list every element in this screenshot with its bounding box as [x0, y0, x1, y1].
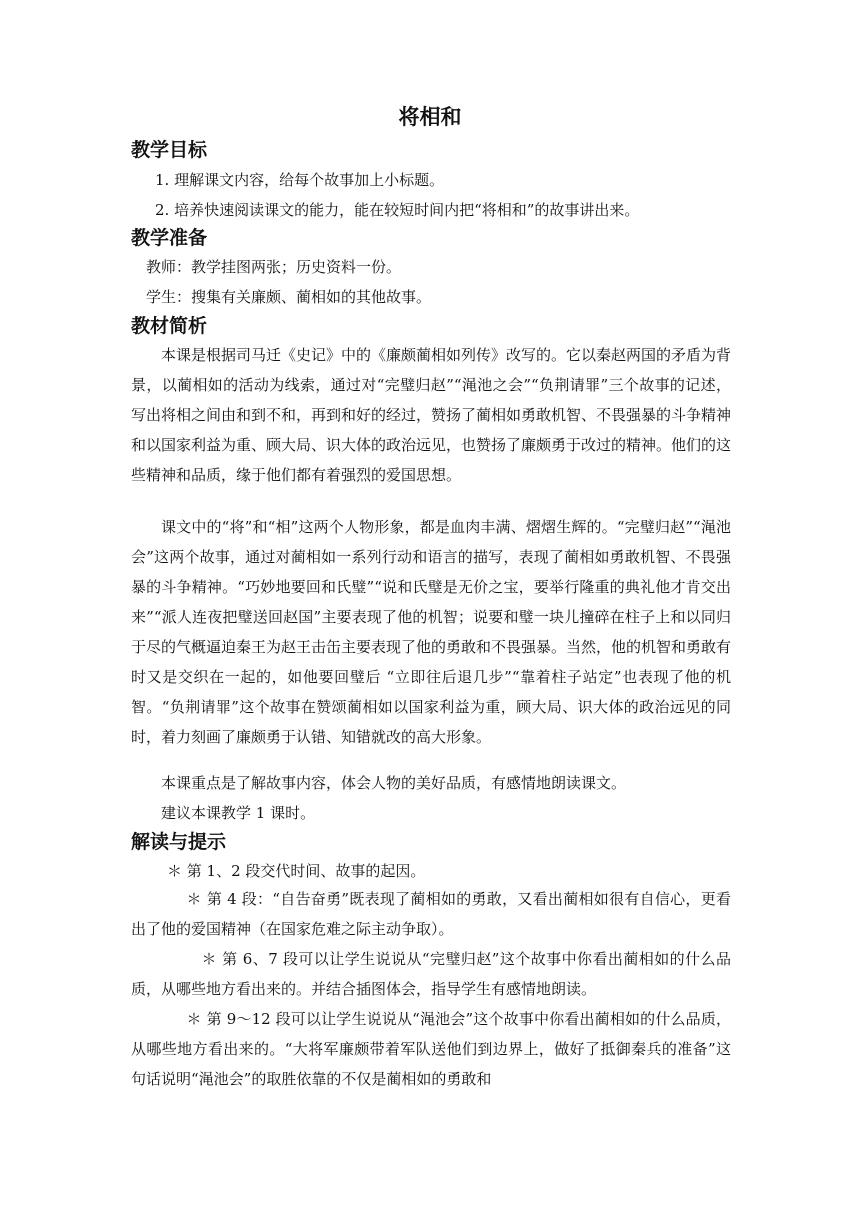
heading-preparation: 教学准备: [131, 227, 208, 249]
guide-item-1: ＊ 第 1、2 段交代时间、故事的起因。: [167, 862, 426, 880]
heading-objectives: 教学目标: [131, 139, 208, 161]
document-title: 将相和: [398, 105, 462, 129]
guide-item-4: ＊ 第 9～12 段可以让学生说说从“渑池会”这个故事中你看出蔺相如的什么品质，从哪些地方看出来的。“大将军廉颇带着军队送他们到边界上，做好了抵御秦兵的准备”这句话说明“渑池会”的取胜依靠的不仅是蔺相如的勇敢和: [131, 1010, 731, 1088]
analysis-hours: 建议本课教学 1 课时。: [161, 804, 316, 822]
objective-item-1: 1. 理解课文内容，给每个故事加上小标题。: [155, 171, 445, 189]
heading-analysis: 教材简析: [131, 315, 208, 337]
guide-item-2: ＊ 第 4 段：“自告奋勇”既表现了蔺相如的勇敢，又看出蔺相如很有自信心，更看出了他的爱国精神（在国家危难之际主动争取）。: [131, 890, 731, 938]
heading-guide: 解读与提示: [131, 831, 227, 853]
analysis-paragraph-2: 课文中的“将”和“相”这两个人物形象，都是血肉丰满、熠熠生辉的。“完璧归赵”“渑池会”这两个故事，通过对蔺相如一系列行动和语言的描写，表现了蔺相如勇敢机智、不畏强暴的斗争精神。“巧妙地要回和氏璧”“说和氏璧是无价之宝，要举行隆重的典礼他才肯交出来”“派人连夜把璧送回赵国”主要表现了他的机智；说要和璧一块儿撞碎在柱子上和以同归于尽的气概逼迫秦王为赵王击缶主要表现了他的勇敢和不畏强暴。当然，他的机智和勇敢有时又是交织在一起的，如他要回璧后 “立即往后退几步”“靠着柱子站定”也表现了他的机智。“负荆请罪”这个故事在赞颂蔺相如以国家利益为重，顾大局、识大体的政治远见的同时，着力刻画了廉颇勇于认错、知错就改的高大形象。: [131, 518, 732, 746]
objective-item-2: 2. 培养快速阅读课文的能力，能在较短时间内把“将相和”的故事讲出来。: [155, 201, 640, 219]
analysis-paragraph-1: 本课是根据司马迁《史记》中的《廉颇蔺相如列传》改写的。它以秦赵两国的矛盾为背景，以蔺相如的活动为线索，通过对“完璧归赵”“渑池之会”“负荆请罪”三个故事的记述，写出将相之间由和到不和，再到和好的经过，赞扬了蔺相如勇敢机智、不畏强暴的斗争精神和以国家利益为重、顾大局、识大体的政治远见，也赞扬了廉颇勇于改过的精神。他们的这些精神和品质，缘于他们都有着强烈的爱国思想。: [131, 346, 732, 484]
preparation-teacher: 教师：教学挂图两张；历史资料一份。: [146, 258, 402, 276]
guide-item-3: ＊ 第 6、7 段可以让学生说说从“完璧归赵”这个故事中你看出蔺相如的什么品质，从哪些地方看出来的。并结合插图体会，指导学生有感情地朗读。: [131, 950, 731, 998]
analysis-focus: 本课重点是了解故事内容，体会人物的美好品质，有感情地朗读课文。: [161, 774, 627, 792]
preparation-students: 学生：搜集有关廉颇、蔺相如的其他故事。: [146, 288, 432, 306]
